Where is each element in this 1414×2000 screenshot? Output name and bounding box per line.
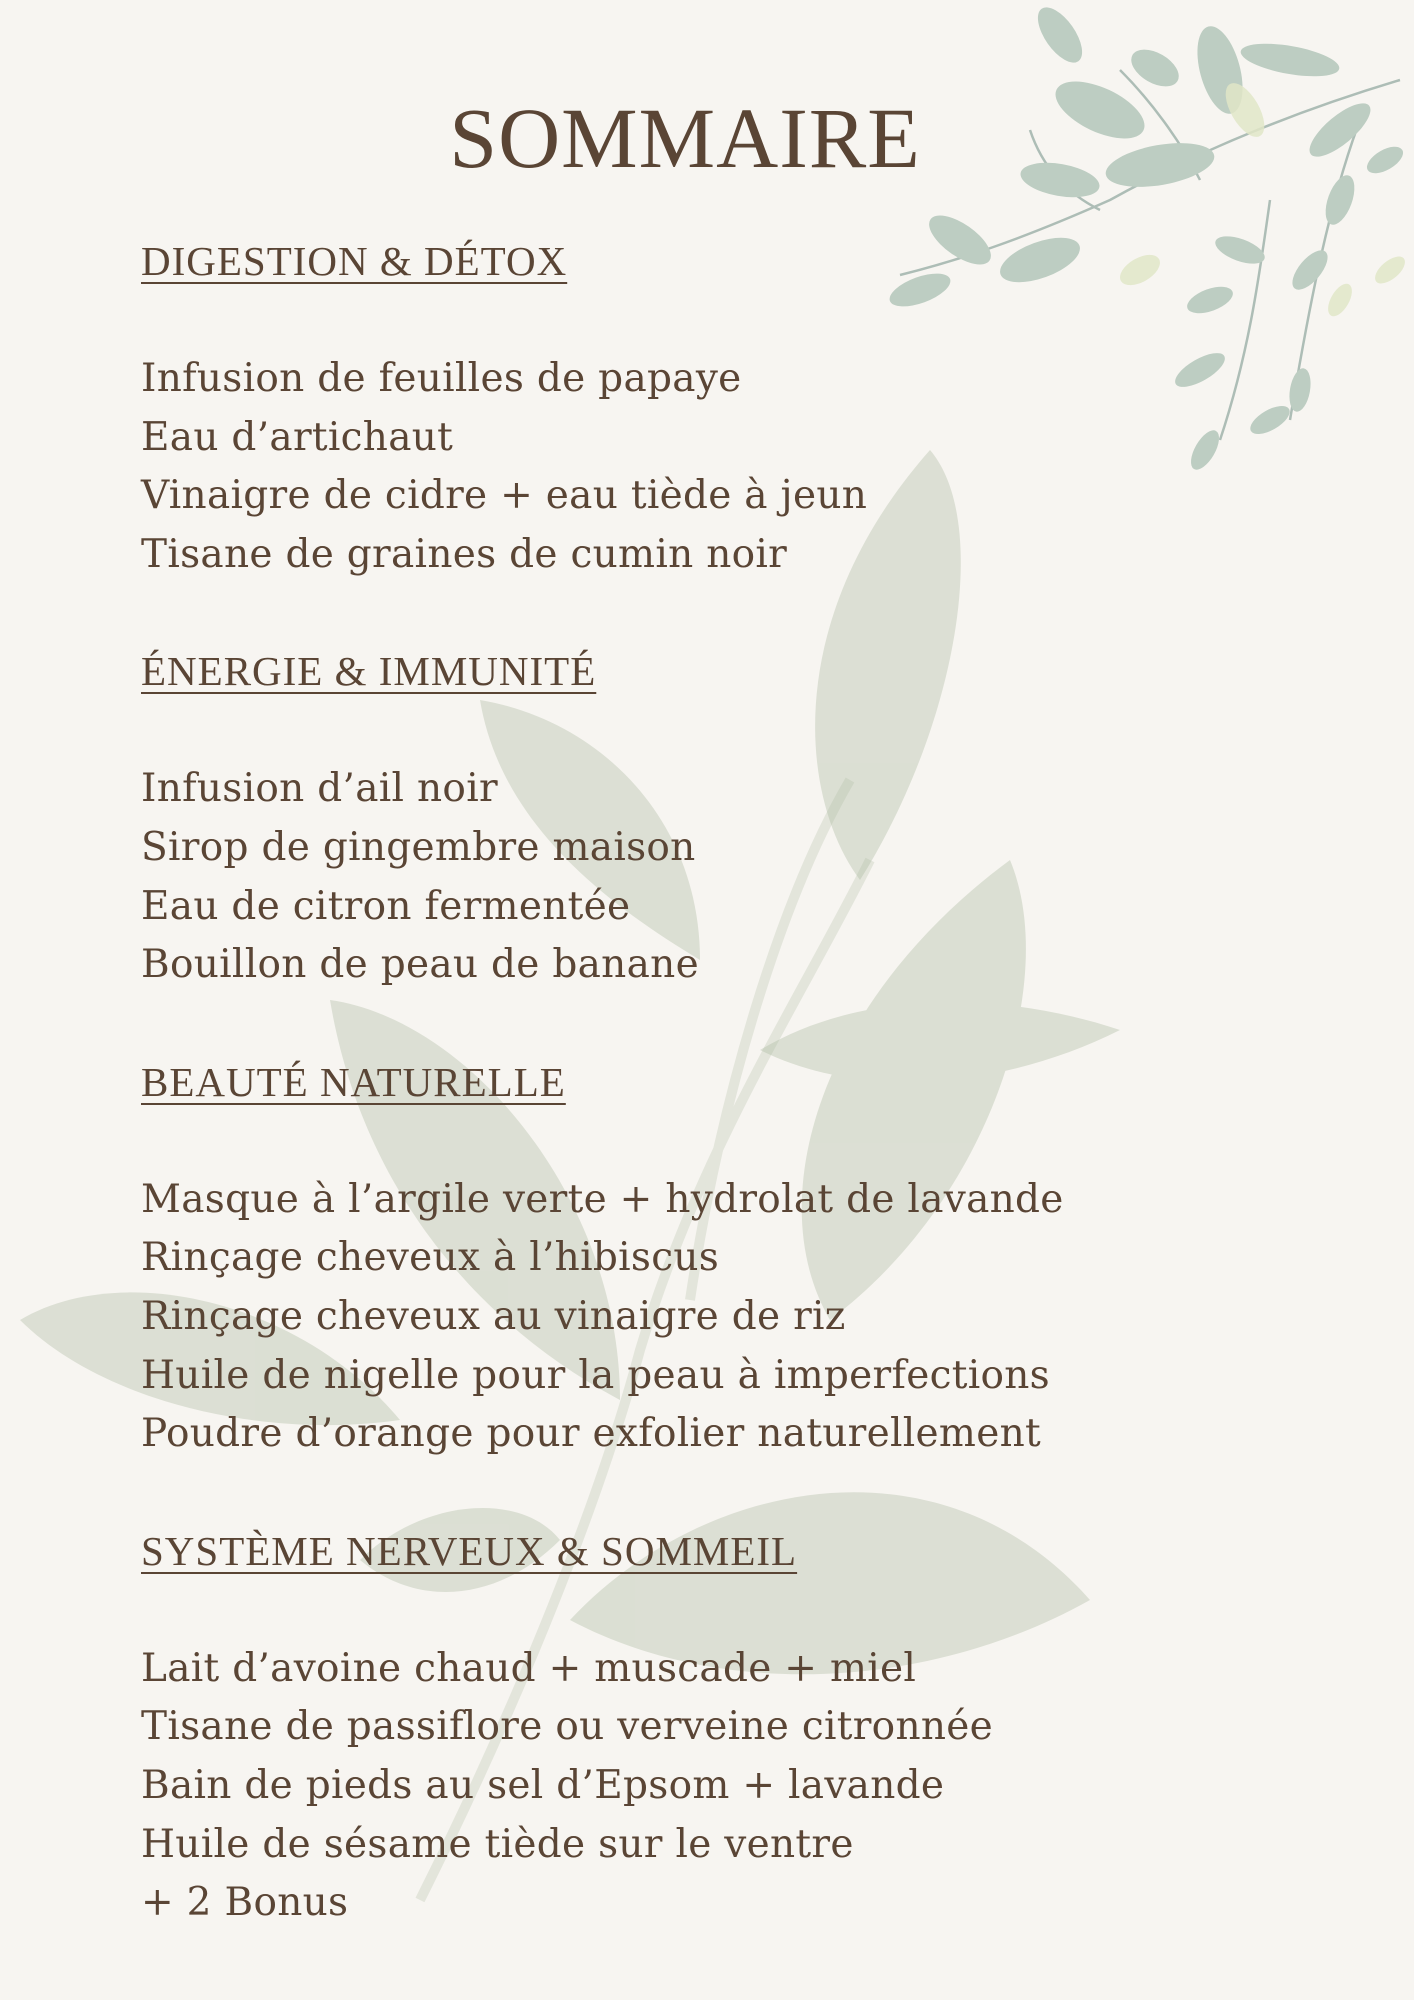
section-heading: SYSTÈME NERVEUX & SOMMEIL — [141, 1527, 798, 1574]
list-item: Bouillon de peau de banane — [141, 942, 699, 988]
list-item: Infusion de feuilles de papaye — [141, 356, 742, 401]
section-beaute-naturelle — [141, 1053, 1301, 1464]
list-item: Tisane de graines de cumin noir — [141, 531, 788, 577]
list-item: Infusion d’ail noir — [141, 766, 498, 812]
list-item: Rinçage cheveux à l’hibiscus — [141, 1235, 720, 1281]
list-item: Rinçage cheveux au vinaigre de riz — [141, 1293, 846, 1339]
list-item: Masque à l’argile verte + hydrolat de lavande — [141, 1176, 1064, 1222]
list-item: Huile de nigelle pour la peau à imperfections — [141, 1352, 1050, 1398]
section-heading: DIGESTION & DÉTOX — [141, 238, 568, 284]
list-item: Vinaigre de cidre + eau tiède à jeun — [141, 473, 868, 519]
table-of-contents — [141, 232, 1301, 1933]
page-title: SOMMAIRE — [449, 90, 921, 186]
list-item: + 2 Bonus — [141, 1880, 349, 1926]
section-heading: BEAUTÉ NATURELLE — [141, 1058, 566, 1105]
list-item: Lait d’avoine chaud + muscade + miel — [141, 1645, 917, 1691]
section-digestion-detox — [141, 232, 1301, 584]
list-item: Eau de citron fermentée — [141, 883, 631, 929]
section-systeme-nerveux-sommeil — [141, 1522, 1301, 1933]
list-item: Poudre d’orange pour exfolier naturellement — [141, 1411, 1041, 1457]
list-item: Eau d’artichaut — [141, 414, 454, 460]
section-heading: ÉNERGIE & IMMUNITÉ — [141, 648, 597, 695]
list-item: Bain de pieds au sel d’Epsom + lavande — [141, 1762, 945, 1808]
list-item: Tisane de passiflore ou verveine citronnée — [141, 1704, 994, 1750]
list-item: Sirop de gingembre maison — [141, 824, 696, 870]
list-item: Huile de sésame tiède sur le ventre — [141, 1821, 854, 1867]
section-energie-immunite — [141, 642, 1301, 994]
